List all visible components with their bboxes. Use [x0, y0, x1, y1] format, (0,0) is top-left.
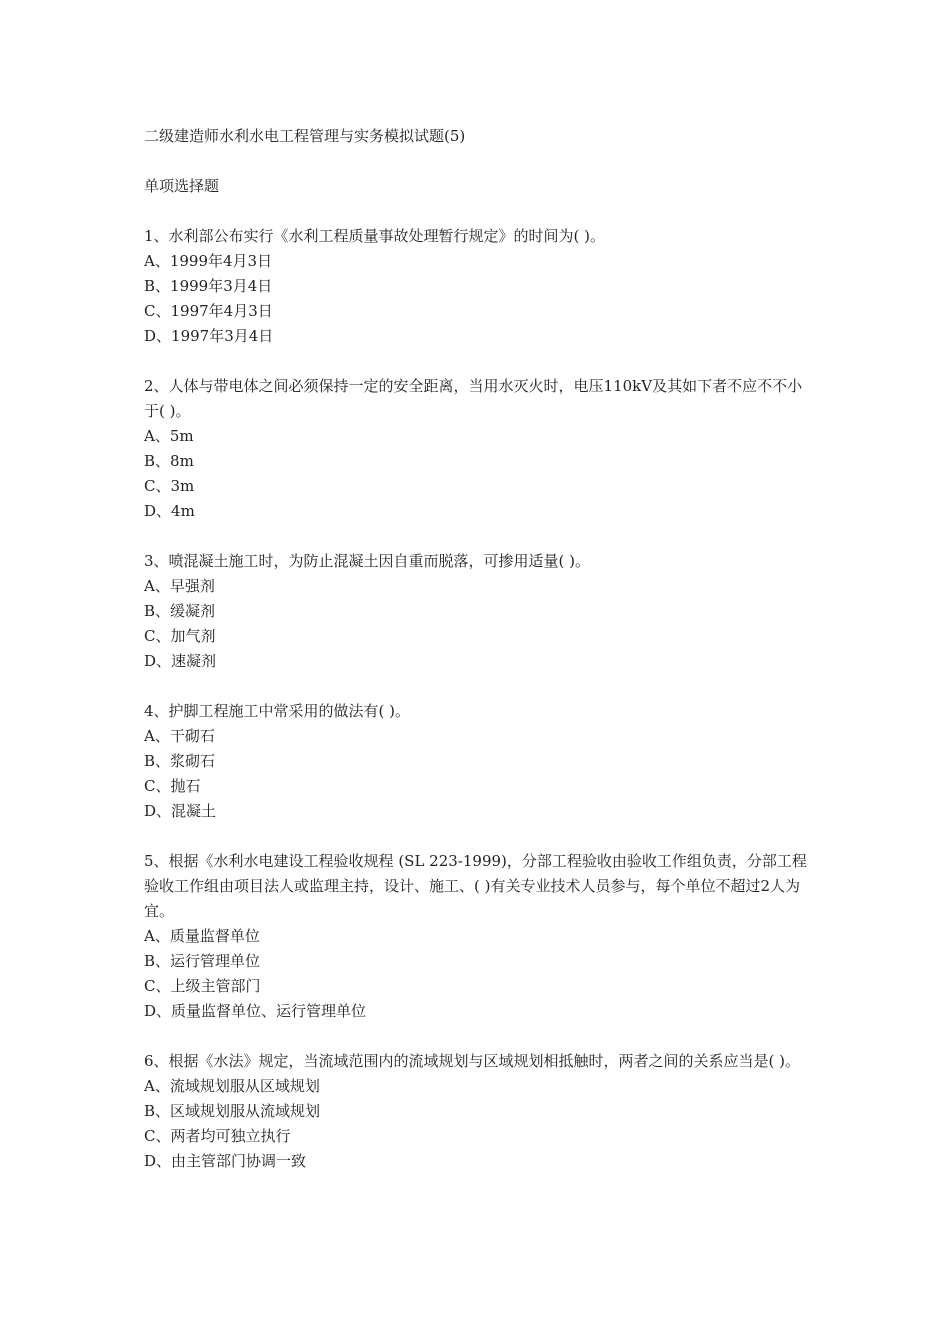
option-a: A、早强剂	[144, 577, 215, 595]
option-a: A、5m	[144, 427, 194, 445]
option-c: C、加气剂	[144, 627, 216, 645]
option-c: C、抛石	[144, 777, 201, 795]
question-3	[144, 549, 816, 674]
option-d: D、4m	[144, 502, 195, 520]
option-b: B、运行管理单位	[144, 952, 261, 970]
question-text: 1、水利部公布实行《水利工程质量事故处理暂行规定》的时间为( )。	[144, 227, 606, 245]
option-b: B、区域规划服从流域规划	[144, 1102, 321, 1120]
section-heading: 单项选择题	[144, 177, 220, 195]
option-d: D、混凝土	[144, 802, 217, 820]
question-2	[144, 374, 816, 524]
question-5	[144, 849, 816, 1024]
document-page	[144, 124, 816, 1174]
option-d: D、1997年3月4日	[144, 327, 274, 345]
question-text: 3、喷混凝土施工时，为防止混凝土因自重而脱落，可掺用适量( )。	[144, 552, 591, 570]
option-a: A、干砌石	[144, 727, 215, 745]
question-6	[144, 1049, 816, 1174]
document-title: 二级建造师水利水电工程管理与实务模拟试题(5)	[144, 127, 466, 145]
question-text: 6、根据《水法》规定，当流域范围内的流域规划与区域规划相抵触时，两者之间的关系应当是( )。	[144, 1052, 801, 1070]
option-b: B、8m	[144, 452, 194, 470]
question-4	[144, 699, 816, 824]
option-c: C、两者均可独立执行	[144, 1127, 291, 1145]
option-c: C、3m	[144, 477, 195, 495]
option-a: A、流域规划服从区域规划	[144, 1077, 320, 1095]
option-a: A、1999年4月3日	[144, 252, 273, 270]
option-b: B、浆砌石	[144, 752, 216, 770]
option-b: B、缓凝剂	[144, 602, 216, 620]
option-c: C、上级主管部门	[144, 977, 261, 995]
option-d: D、速凝剂	[144, 652, 217, 670]
option-d: D、质量监督单位、运行管理单位	[144, 1002, 367, 1020]
option-a: A、质量监督单位	[144, 927, 260, 945]
question-text: 2、人体与带电体之间必须保持一定的安全距离，当用水灭火时，电压110kV及其如下者不应不不小于( )。	[144, 377, 803, 420]
question-text: 4、护脚工程施工中常采用的做法有( )。	[144, 702, 411, 720]
question-1	[144, 224, 816, 349]
option-d: D、由主管部门协调一致	[144, 1152, 307, 1170]
question-text: 5、根据《水利水电建设工程验收规程 (SL 223-1999)，分部工程验收由验收工作组负责，分部工程验收工作组由项目法人或监理主持，设计、施工、( )有关专业技术人员参与，每个单位不超过2人为宜。	[144, 852, 807, 920]
option-c: C、1997年4月3日	[144, 302, 273, 320]
option-b: B、1999年3月4日	[144, 277, 273, 295]
